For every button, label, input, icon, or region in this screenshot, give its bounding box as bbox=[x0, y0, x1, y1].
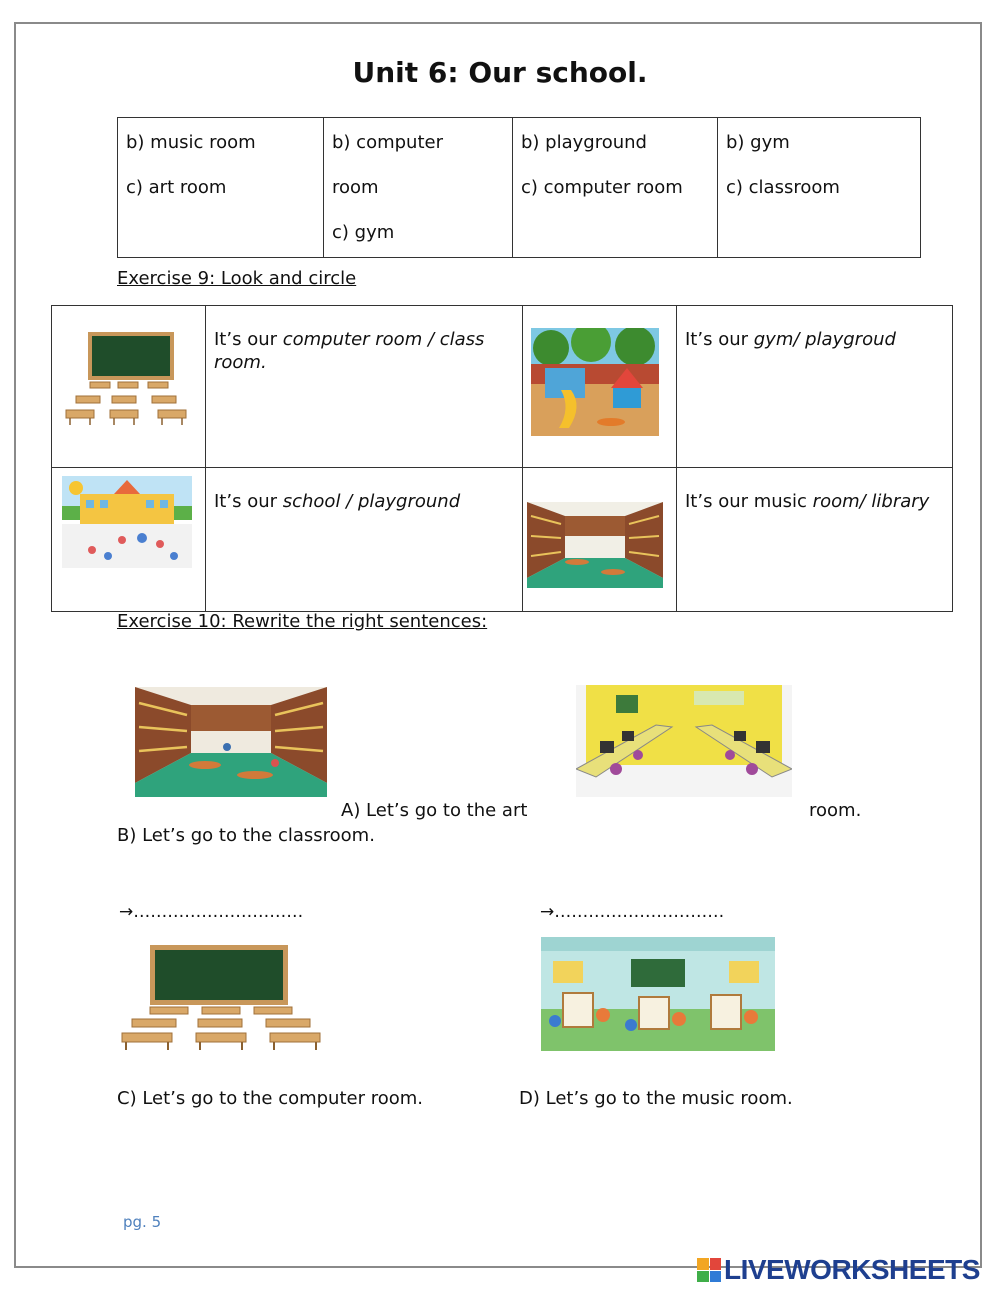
answer-line-right[interactable] bbox=[540, 902, 724, 922]
option-text: c) gym bbox=[332, 222, 395, 243]
brand-mark-icon bbox=[697, 1258, 721, 1282]
item-choice[interactable]: room/ library bbox=[812, 491, 930, 512]
page-number: pg. 5 bbox=[123, 1213, 162, 1231]
ex9-picture-cell bbox=[52, 306, 206, 468]
computer-room-picture bbox=[576, 685, 792, 797]
option-text: b) playground bbox=[521, 132, 647, 153]
option-text: c) art room bbox=[126, 177, 227, 198]
item-choice[interactable]: school / playground bbox=[282, 491, 461, 512]
page-title: Unit 6: Our school. bbox=[352, 56, 648, 89]
answer-blank: ………………………… bbox=[554, 902, 725, 922]
playground-image bbox=[531, 328, 659, 436]
options-cell-3 bbox=[513, 118, 718, 258]
option-text: b) computer bbox=[332, 132, 443, 153]
item-choice[interactable]: computer room / class room. bbox=[214, 329, 485, 373]
options-cell-2 bbox=[324, 118, 513, 258]
ex9-picture-cell bbox=[523, 306, 677, 468]
sentence-b: B) Let’s go to the classroom. bbox=[117, 825, 375, 846]
ex9-picture-cell bbox=[523, 468, 677, 612]
library-image bbox=[527, 502, 663, 588]
answer-line-left[interactable] bbox=[119, 902, 303, 922]
sentence-a-end: room. bbox=[809, 800, 862, 821]
exercise9-heading: Exercise 9: Look and circle bbox=[117, 268, 357, 289]
art-room-picture bbox=[541, 937, 775, 1051]
item-prefix: It’s our bbox=[685, 329, 754, 350]
arrow-right-icon: → bbox=[119, 902, 134, 922]
ex9-picture-cell bbox=[52, 468, 206, 612]
classroom-picture bbox=[120, 945, 322, 1051]
item-choice[interactable]: gym/ playgroud bbox=[753, 329, 896, 350]
sentence-a-start: A) Let’s go to the art bbox=[341, 800, 528, 821]
ex9-item-4 bbox=[677, 468, 953, 612]
option-text: b) gym bbox=[726, 132, 790, 153]
ex9-item-1 bbox=[206, 306, 523, 468]
library-picture bbox=[135, 687, 327, 797]
item-prefix: It’s our music bbox=[685, 491, 813, 512]
ex9-item-2 bbox=[677, 306, 953, 468]
answer-blank: ………………………… bbox=[133, 902, 304, 922]
item-prefix: It’s our bbox=[214, 491, 283, 512]
option-text: c) computer room bbox=[521, 177, 683, 198]
exercise9-table bbox=[51, 305, 953, 612]
exercise10-heading: Exercise 10: Rewrite the right sentences: bbox=[117, 611, 488, 632]
sentence-c: C) Let’s go to the computer room. bbox=[117, 1088, 424, 1109]
school-image bbox=[62, 476, 192, 568]
arrow-right-icon: → bbox=[540, 902, 555, 922]
options-cell-4 bbox=[718, 118, 921, 258]
option-text: b) music room bbox=[126, 132, 256, 153]
ex9-item-3 bbox=[206, 468, 523, 612]
classroom-image bbox=[62, 330, 196, 426]
item-prefix: It’s our bbox=[214, 329, 283, 350]
option-text: room bbox=[332, 177, 379, 198]
option-text: c) classroom bbox=[726, 177, 840, 198]
liveworksheets-logo bbox=[697, 1255, 980, 1285]
sentence-d: D) Let’s go to the music room. bbox=[519, 1088, 793, 1109]
options-table bbox=[117, 117, 921, 258]
brand-name: LIVEWORKSHEETS bbox=[724, 1254, 980, 1285]
options-cell-1 bbox=[118, 118, 324, 258]
